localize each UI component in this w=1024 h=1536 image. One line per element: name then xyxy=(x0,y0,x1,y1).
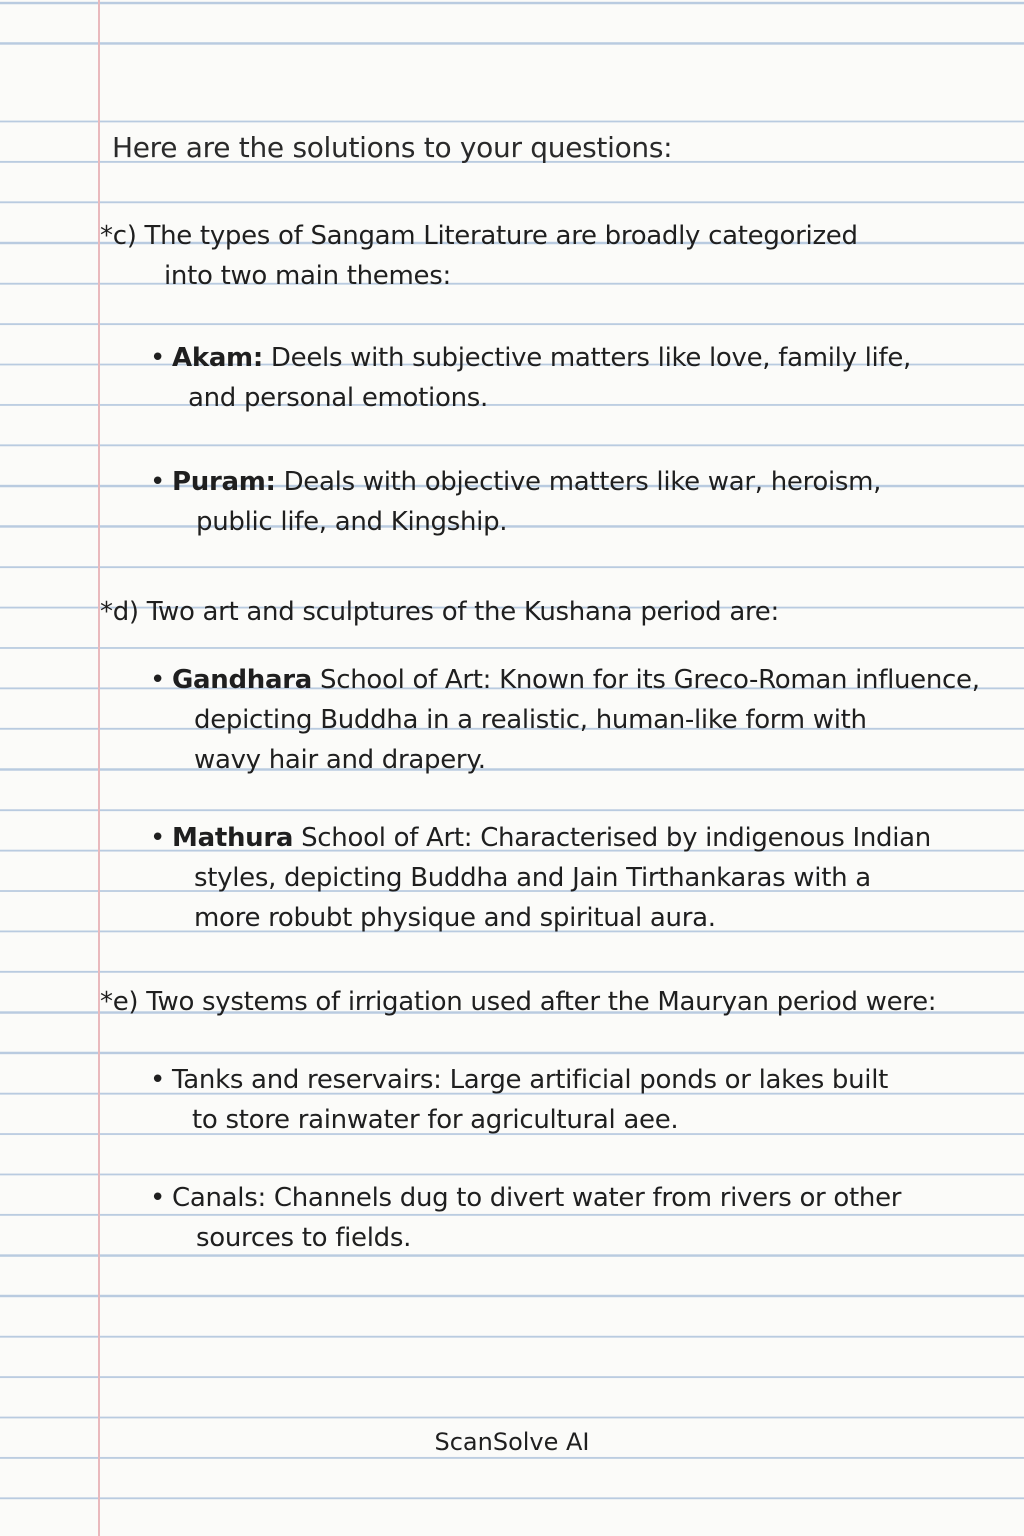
bullet-text: Large artificial ponds or lakes built xyxy=(441,1065,889,1095)
bullet-term: Puram: xyxy=(172,467,276,497)
bullet-text: styles, depicting Buddha and Jain Tirthankaras with a xyxy=(194,863,871,893)
question-d-heading: *d) Two art and sculptures of the Kushana period are: xyxy=(100,597,779,627)
bullet-dot: • xyxy=(150,1183,166,1213)
bullet-term: Tanks and reservairs: xyxy=(172,1065,442,1095)
bullet-text: Channels dug to divert water from rivers or other xyxy=(265,1183,902,1213)
bullet-term: Akam: xyxy=(172,343,263,373)
bullet-text: sources to fields. xyxy=(196,1223,412,1253)
bullet-dot: • xyxy=(150,467,166,497)
bullet-dot: • xyxy=(150,343,166,373)
bullet-dot: • xyxy=(150,665,166,695)
question-c-heading-cont: into two main themes: xyxy=(164,261,451,291)
bullet-term: Gandhara xyxy=(172,665,313,695)
question-e xyxy=(100,982,936,1022)
bullet-mathura xyxy=(150,818,931,938)
bullet-text: School of Art: Characterised by indigenous Indian xyxy=(293,823,931,853)
footer-watermark: ScanSolve AI xyxy=(434,1428,590,1456)
bullet-text: School of Art: Known for its Greco-Roman influence, xyxy=(312,665,980,695)
bullet-term: Mathura xyxy=(172,823,294,853)
bullet-text: and personal emotions. xyxy=(188,383,488,413)
bullet-text: wavy hair and drapery. xyxy=(194,745,486,775)
bullet-text: more robubt physique and spiritual aura. xyxy=(194,903,716,933)
bullet-text: public life, and Kingship. xyxy=(196,507,508,537)
bullet-tanks xyxy=(150,1060,888,1140)
bullet-dot: • xyxy=(150,823,166,853)
bullet-puram xyxy=(150,462,881,542)
bullet-term: Canals: xyxy=(172,1183,266,1213)
bullet-akam xyxy=(150,338,911,418)
bullet-dot: • xyxy=(150,1065,166,1095)
question-c-heading: *c) The types of Sangam Literature are broadly categorized xyxy=(100,221,858,251)
question-e-heading: *e) Two systems of irrigation used after the Mauryan period were: xyxy=(100,987,937,1017)
bullet-canals xyxy=(150,1178,901,1258)
question-d xyxy=(100,592,779,632)
bullet-text: Deels with subjective matters like love, family life, xyxy=(262,343,911,373)
bullet-text: depicting Buddha in a realistic, human-like form with xyxy=(194,705,867,735)
question-c xyxy=(100,216,858,296)
bullet-text: to store rainwater for agricultural aee. xyxy=(192,1105,679,1135)
bullet-gandhara xyxy=(150,660,980,780)
intro-heading: Here are the solutions to your questions: xyxy=(112,131,673,164)
bullet-text: Deals with objective matters like war, heroism, xyxy=(275,467,882,497)
